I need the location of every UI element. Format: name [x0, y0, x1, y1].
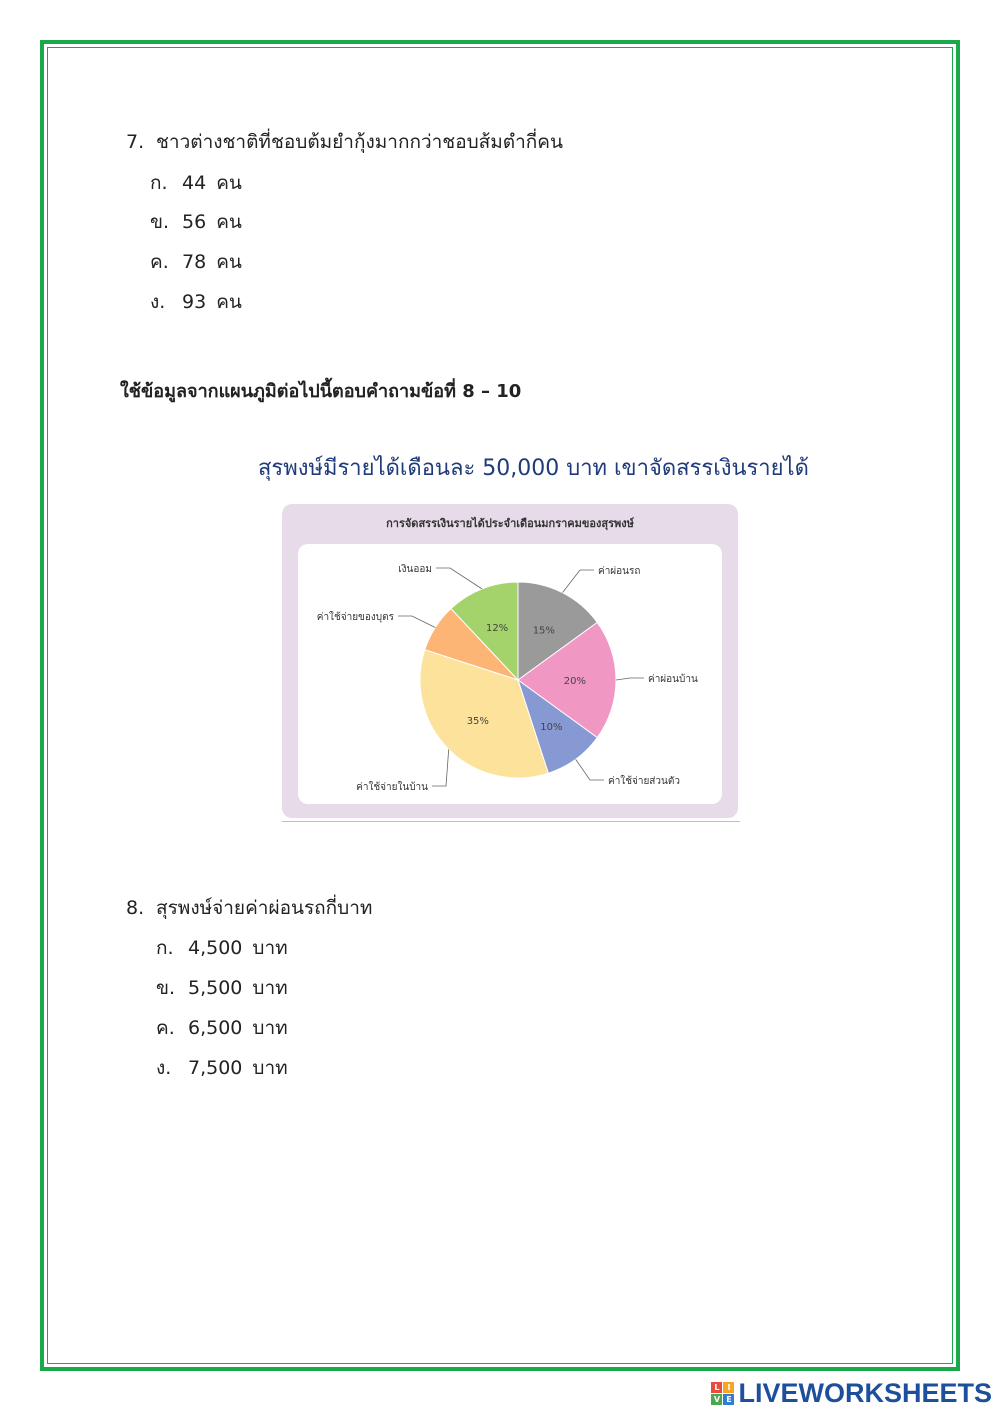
- slice-value-label: 12%: [485, 623, 509, 635]
- option-value: 4,500: [188, 937, 243, 959]
- slice-value-label: 35%: [466, 716, 489, 728]
- option-key: ง.: [156, 1057, 172, 1079]
- q8-option-a[interactable]: [156, 933, 288, 963]
- pie-chart-card: [282, 504, 738, 818]
- logo-icon: [711, 1382, 734, 1405]
- chart-title: การจัดสรรเงินรายได้ประจำเดือนมกราคมของสุรพงษ์: [386, 517, 634, 530]
- slice-category-label: เงินออม: [398, 564, 432, 575]
- slice-category-label: ค่าใช้จ่ายของบุตร: [316, 612, 394, 623]
- callout-line: [436, 568, 482, 589]
- liveworksheets-logo: [711, 1376, 992, 1410]
- option-value: 5,500: [188, 977, 243, 999]
- slice-value-label: 10%: [540, 721, 563, 733]
- option-key: ข.: [156, 977, 176, 999]
- q7-option-b[interactable]: [150, 207, 242, 237]
- chart-subtitle: สุรพงษ์มีรายได้เดือนละ 50,000 บาท เขาจัดสรรเงินรายได้: [258, 456, 809, 481]
- slice-value-label: 20%: [563, 676, 586, 687]
- option-key: ก.: [150, 172, 168, 194]
- q8-option-d[interactable]: [156, 1053, 288, 1083]
- logo-text: LIVEWORKSHEETS: [738, 1377, 992, 1408]
- option-unit: บาท: [252, 937, 288, 959]
- slice-value-label: 15%: [532, 625, 555, 637]
- option-value: 7,500: [188, 1057, 243, 1079]
- question-text: สุรพงษ์จ่ายค่าผ่อนรถกี่บาท: [156, 897, 373, 919]
- option-key: ค.: [150, 251, 169, 273]
- question-7: [126, 127, 563, 157]
- q8-option-c[interactable]: [156, 1013, 288, 1043]
- option-key: ก.: [156, 937, 174, 959]
- slice-category-label: ค่าผ่อนบ้าน: [648, 674, 698, 685]
- question-number: 8.: [126, 897, 145, 919]
- chart-divider: [282, 821, 740, 822]
- option-value: 6,500: [188, 1017, 243, 1039]
- option-value: 44: [182, 172, 207, 194]
- option-key: ง.: [150, 291, 166, 313]
- question-number: 7.: [126, 131, 145, 153]
- option-unit: คน: [216, 291, 242, 313]
- question-text: ชาวต่างชาติที่ชอบต้มยำกุ้งมากกว่าชอบส้มตำกี่คน: [156, 131, 563, 153]
- slice-category-label: ค่าใช้จ่ายในบ้าน: [356, 782, 428, 793]
- option-key: ข.: [150, 211, 170, 233]
- callout-line: [616, 678, 644, 680]
- callout-line: [562, 570, 594, 593]
- option-unit: บาท: [252, 977, 288, 999]
- option-value: 56: [182, 211, 207, 233]
- option-value: 93: [182, 291, 207, 313]
- chart-area: [298, 544, 722, 804]
- logo-letter: L: [711, 1382, 722, 1393]
- callout-line: [576, 759, 604, 780]
- logo-letter: I: [723, 1382, 734, 1393]
- option-value: 78: [182, 251, 207, 273]
- option-unit: คน: [216, 172, 242, 194]
- instruction-text: ใช้ข้อมูลจากแผนภูมิต่อไปนี้ตอบคำถามข้อที่ 8 – 10: [120, 381, 522, 402]
- q7-option-c[interactable]: [150, 247, 242, 277]
- logo-letter: V: [711, 1394, 722, 1405]
- option-unit: บาท: [252, 1057, 288, 1079]
- callout-line: [398, 616, 435, 627]
- callout-line: [432, 749, 449, 786]
- slice-category-label: ค่าใช้จ่ายส่วนตัว: [608, 776, 680, 787]
- option-key: ค.: [156, 1017, 175, 1039]
- q8-option-b[interactable]: [156, 973, 288, 1003]
- question-8: [126, 893, 372, 923]
- option-unit: คน: [216, 251, 242, 273]
- option-unit: บาท: [252, 1017, 288, 1039]
- logo-letter: E: [723, 1394, 734, 1405]
- slice-category-label: ค่าผ่อนรถ: [598, 566, 641, 577]
- pie-chart: [298, 544, 722, 804]
- q7-option-a[interactable]: [150, 168, 242, 198]
- option-unit: คน: [216, 211, 242, 233]
- q7-option-d[interactable]: [150, 287, 242, 317]
